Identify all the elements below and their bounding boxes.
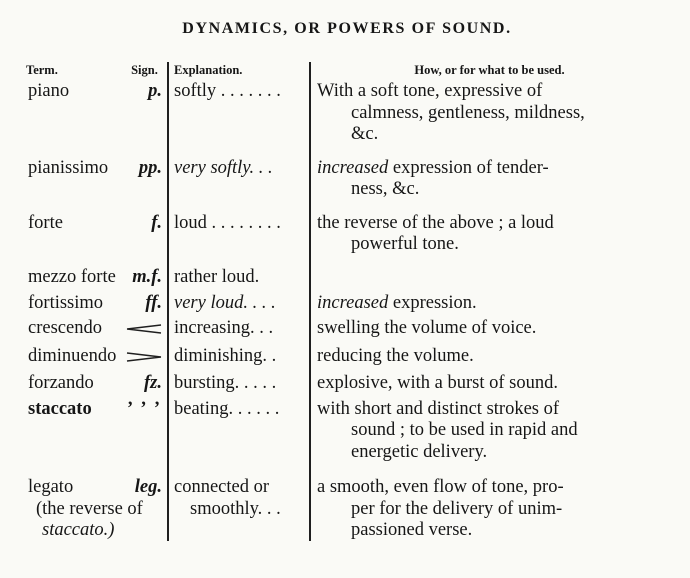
usage-text: expression of tender-	[388, 157, 549, 178]
dynamics-table	[26, 62, 668, 541]
usage-cell	[310, 293, 668, 318]
usage-line: with short and distinct strokes of	[317, 398, 560, 419]
explanation-text: bursting. . . . .	[174, 373, 277, 394]
usage-text: expression.	[388, 292, 477, 313]
explanation-cell	[168, 158, 310, 213]
usage-cell	[310, 399, 668, 477]
page-title: DYNAMICS, OR POWERS OF SOUND.	[182, 20, 512, 37]
explanation-cell	[168, 399, 310, 477]
usage-line: swelling the volume of voice.	[317, 318, 537, 339]
usage-line: passioned verse.	[351, 519, 473, 540]
table-row-fortissimo	[26, 293, 668, 318]
term-text: crescendo	[28, 318, 102, 339]
sign-text: p.	[148, 81, 162, 102]
table-row-crescendo	[26, 318, 668, 345]
explanation-line: smoothly. . .	[190, 498, 281, 519]
sign-cell	[122, 318, 168, 345]
term-note-line: (the reverse of	[36, 498, 143, 519]
term-text: piano	[28, 81, 70, 102]
term-text: mezzo forte	[28, 267, 116, 288]
usage-cell	[310, 213, 668, 268]
sign-cell	[122, 373, 168, 398]
term-cell	[26, 293, 122, 318]
explanation-line: connected or	[174, 477, 270, 498]
usage-line: sound ; to be used in rapid and	[351, 420, 578, 441]
usage-line: ness, &c.	[351, 179, 420, 200]
term-cell	[26, 399, 122, 477]
explanation-text: very softly. . .	[174, 157, 273, 178]
explanation-text: diminishing. .	[174, 345, 277, 366]
explanation-cell	[168, 267, 310, 292]
staccato-marks-icon: ’ ’ ’	[127, 398, 162, 419]
header-term: Term.	[26, 63, 58, 77]
usage-line: reducing the volume.	[317, 345, 474, 366]
explanation-cell	[168, 346, 310, 373]
explanation-cell	[168, 477, 310, 541]
sign-cell	[122, 346, 168, 373]
explanation-cell	[168, 81, 310, 157]
sign-cell	[122, 213, 168, 268]
term-text: diminuendo	[28, 345, 117, 366]
table-row-staccato	[26, 399, 668, 477]
table-row-diminuendo	[26, 346, 668, 373]
usage-emphasis: increased	[317, 292, 389, 313]
term-text: legato	[28, 477, 74, 498]
table-row-forzando	[26, 373, 668, 398]
explanation-cell	[168, 318, 310, 345]
usage-line: &c.	[351, 124, 379, 145]
table-row-piano	[26, 81, 668, 157]
usage-line	[317, 158, 668, 179]
usage-cell	[310, 158, 668, 213]
explanation-text: loud . . . . . . . .	[174, 212, 281, 233]
term-text: forzando	[28, 373, 94, 394]
sign-cell	[122, 158, 168, 213]
sign-text: f.	[151, 212, 162, 233]
term-text: forte	[28, 212, 63, 233]
usage-cell	[310, 373, 668, 398]
table-row-legato	[26, 477, 668, 541]
table-row-mezzo-forte	[26, 267, 668, 292]
header-sign: Sign.	[131, 63, 158, 77]
term-cell	[26, 477, 143, 541]
usage-cell	[310, 267, 668, 292]
sign-cell	[122, 293, 168, 318]
term-cell	[26, 267, 122, 292]
usage-cell	[310, 318, 668, 345]
term-cell	[26, 81, 122, 157]
explanation-text: beating. . . . . .	[174, 398, 280, 419]
usage-line	[317, 293, 668, 314]
table-header-row	[26, 62, 668, 81]
usage-line: calmness, gentleness, mildness,	[351, 102, 585, 123]
sign-text: fz.	[144, 373, 162, 394]
header-explanation: Explanation.	[168, 62, 310, 81]
sign-cell	[122, 81, 168, 157]
term-text: fortissimo	[28, 292, 104, 313]
explanation-cell	[168, 373, 310, 398]
usage-line: the reverse of the above ; a loud	[317, 212, 554, 233]
term-cell	[26, 346, 122, 373]
term-text: staccato	[28, 398, 92, 419]
usage-line: per for the delivery of unim-	[351, 498, 563, 519]
table-row-forte	[26, 213, 668, 268]
usage-emphasis: increased	[317, 157, 389, 178]
explanation-cell	[168, 213, 310, 268]
usage-line: explosive, with a burst of sound.	[317, 373, 558, 394]
usage-line: With a soft tone, expressive of	[317, 81, 543, 102]
term-cell	[26, 318, 122, 345]
sign-text: ff.	[145, 292, 162, 313]
explanation-text: increasing. . .	[174, 318, 274, 339]
term-text: pianissimo	[28, 157, 109, 178]
diminuendo-hairpin-icon	[126, 352, 162, 362]
usage-line: powerful tone.	[351, 233, 459, 254]
sign-text: leg.	[134, 477, 162, 498]
sign-cell	[122, 399, 168, 477]
explanation-text: softly . . . . . . .	[174, 81, 281, 102]
usage-cell	[310, 346, 668, 373]
sign-cell	[122, 267, 168, 292]
sign-text: pp.	[138, 157, 162, 178]
term-note-line: staccato.)	[42, 519, 115, 540]
crescendo-hairpin-icon	[126, 324, 162, 334]
explanation-cell	[168, 293, 310, 318]
usage-cell	[310, 477, 668, 541]
table-row-pianissimo	[26, 158, 668, 213]
header-usage: How, or for what to be used.	[310, 62, 668, 81]
sign-text: m.f.	[132, 267, 162, 288]
term-cell	[26, 158, 122, 213]
usage-line: a smooth, even flow of tone, pro-	[317, 477, 564, 498]
explanation-text: very loud. . . .	[174, 292, 276, 313]
usage-line: energetic delivery.	[351, 441, 488, 462]
explanation-text: rather loud.	[174, 267, 260, 288]
usage-cell	[310, 81, 668, 157]
term-cell	[26, 373, 122, 398]
term-cell	[26, 213, 122, 268]
